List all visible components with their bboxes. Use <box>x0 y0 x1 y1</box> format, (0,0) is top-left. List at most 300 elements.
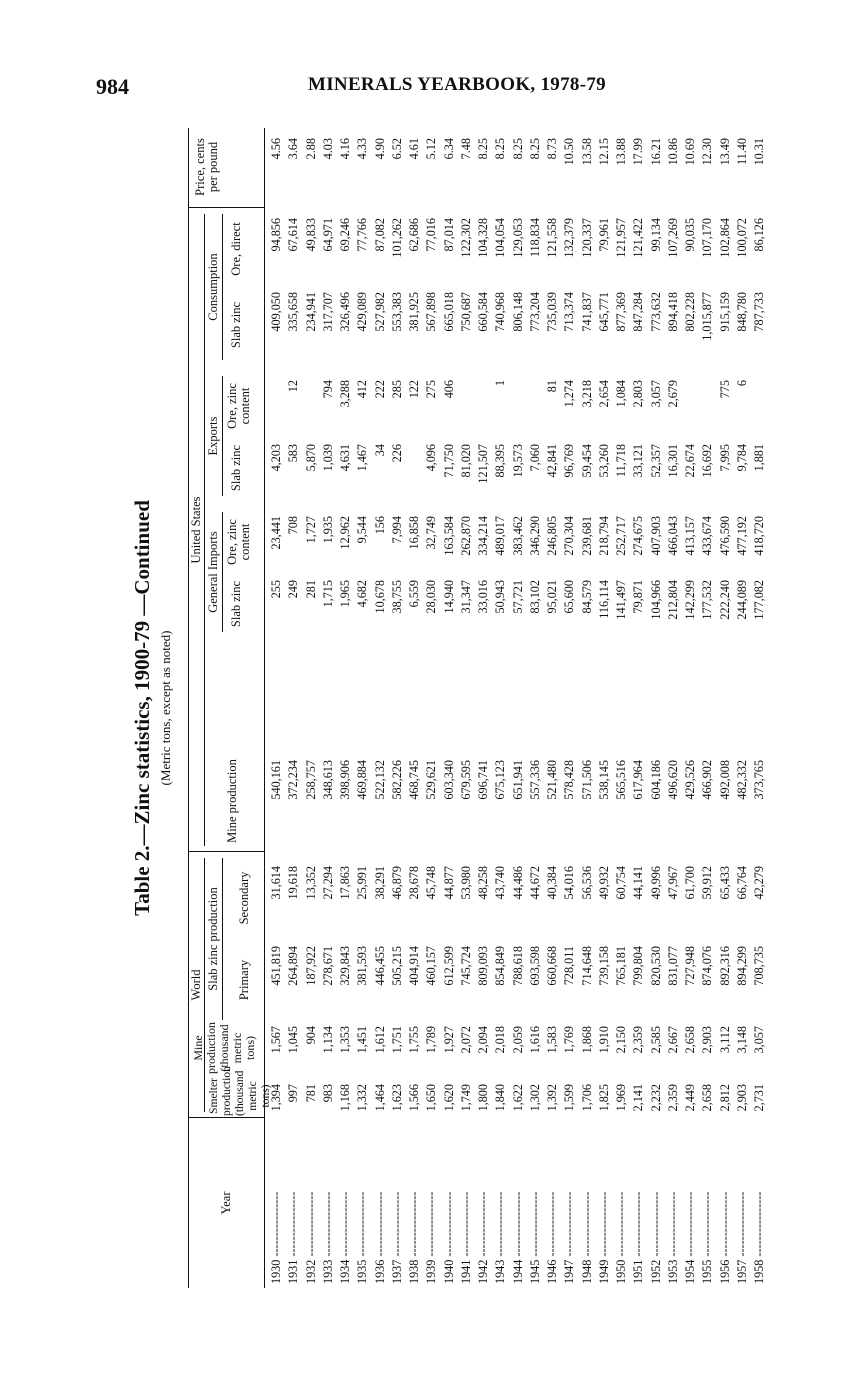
cell-mine_us: 578,428 <box>562 760 577 800</box>
cell-imp_sl: 4,682 <box>355 580 370 608</box>
cell-primary: 745,724 <box>458 946 473 986</box>
cell-price: 4.61 <box>407 138 421 160</box>
cell-mine_us: 696,741 <box>476 760 490 800</box>
cell-price: 8.25 <box>510 138 525 160</box>
cell-imp_ore: 1,935 <box>320 516 335 544</box>
cell-imp_sl: 1,715 <box>320 580 335 608</box>
cell-imp_sl: 222,240 <box>717 580 732 620</box>
cell-imp_ore: 489,017 <box>493 516 508 556</box>
cell-imp_ore: 708 <box>286 516 301 535</box>
cell-year: 1934 ---------------- <box>338 1191 352 1284</box>
cell-price: 13.49 <box>717 138 732 166</box>
cell-year: 1949 ---------------- <box>596 1191 611 1284</box>
group-general-imports: General Imports <box>206 531 220 613</box>
cell-price: 4.90 <box>372 138 387 160</box>
cell-exp_ore: 412 <box>355 380 370 399</box>
cell-con_ore: 104,054 <box>493 218 508 258</box>
cell-con_sl: 741,837 <box>579 292 594 332</box>
top-rule <box>188 128 189 1288</box>
cell-con_ore: 77,766 <box>355 218 370 252</box>
col-consumption-ore-direct: Ore, direct <box>229 222 243 276</box>
cell-smelter: 997 <box>286 1084 301 1103</box>
cell-smelter: 1,749 <box>458 1084 473 1112</box>
cell-year: 1950 ---------------- <box>614 1191 628 1284</box>
cell-imp_ore: 9,544 <box>355 516 370 544</box>
cell-imp_ore: 418,720 <box>752 516 766 556</box>
cell-con_sl: 326,496 <box>338 292 352 332</box>
cell-smelter: 2,731 <box>752 1084 766 1112</box>
cell-con_sl: 773,632 <box>648 292 663 332</box>
cell-mine_w: 2,903 <box>700 1026 715 1054</box>
cell-mine_us: 496,620 <box>665 760 680 800</box>
table-row <box>320 128 337 1288</box>
cell-mine_us: 522,132 <box>372 760 387 800</box>
cell-con_ore: 49,833 <box>303 218 318 252</box>
table-row <box>596 128 613 1288</box>
cell-mine_w: 1,769 <box>562 1026 577 1054</box>
cell-mine_w: 2,018 <box>493 1026 508 1054</box>
cell-con_ore: 101,262 <box>389 218 404 258</box>
cell-exp_ore: 275 <box>424 380 439 399</box>
divider <box>188 851 264 852</box>
table-row <box>630 128 647 1288</box>
cell-imp_sl: 83,102 <box>527 580 542 614</box>
cell-primary: 874,076 <box>700 946 715 986</box>
cell-imp_ore: 163,584 <box>441 516 456 556</box>
cell-con_sl: 381,925 <box>407 292 421 332</box>
table-row <box>423 128 440 1288</box>
cell-smelter: 2,359 <box>665 1084 680 1112</box>
cell-second: 53,980 <box>458 866 473 900</box>
cell-second: 49,996 <box>648 866 663 900</box>
cell-exp_ore: 794 <box>320 380 335 399</box>
cell-imp_ore: 270,304 <box>562 516 577 556</box>
cell-mine_us: 466,902 <box>700 760 715 800</box>
cell-imp_sl: 177,532 <box>700 580 715 620</box>
group-consumption: Consumption <box>206 253 220 321</box>
cell-con_sl: 877,369 <box>614 292 628 332</box>
cell-mine_us: 429,526 <box>683 760 697 800</box>
cell-primary: 278,671 <box>320 946 335 986</box>
cell-mine_w: 1,045 <box>286 1026 301 1054</box>
cell-price: 11.40 <box>734 138 749 165</box>
cell-primary: 894,299 <box>734 946 749 986</box>
cell-exp_ore: 2,803 <box>631 380 646 408</box>
cell-exp_sl: 11,718 <box>614 444 628 478</box>
cell-mine_us: 675,123 <box>493 760 508 800</box>
cell-second: 38,291 <box>372 866 387 900</box>
divider <box>188 207 264 208</box>
cell-exp_ore: 3,057 <box>648 380 663 408</box>
cell-mine_w: 1,616 <box>527 1026 542 1054</box>
cell-primary: 451,819 <box>269 946 283 986</box>
cell-smelter: 2,903 <box>734 1084 749 1112</box>
cell-year: 1931 ---------------- <box>286 1191 301 1284</box>
cell-exp_ore: 2,654 <box>596 380 611 408</box>
cell-second: 56,536 <box>579 866 594 900</box>
cell-imp_sl: 104,966 <box>648 580 663 620</box>
cell-year: 1952 ---------------- <box>648 1191 663 1284</box>
cell-con_ore: 87,014 <box>441 218 456 252</box>
cell-price: 10.50 <box>562 138 577 166</box>
cell-smelter: 1,302 <box>527 1084 542 1112</box>
cell-exp_sl: 81,020 <box>458 444 473 478</box>
cell-con_sl: 735,039 <box>545 292 559 332</box>
cell-smelter: 2,658 <box>700 1084 715 1112</box>
cell-mine_w: 1,910 <box>596 1026 611 1054</box>
cell-primary: 612,599 <box>441 946 456 986</box>
cell-year: 1937 ---------------- <box>389 1191 404 1284</box>
cell-exp_sl: 7,060 <box>527 444 542 472</box>
cell-con_ore: 129,053 <box>510 218 525 258</box>
cell-year: 1941 ---------------- <box>458 1191 473 1284</box>
cell-smelter: 1,840 <box>493 1084 508 1112</box>
col-smelter-production: Smelter production (thousand metric tons) <box>208 1066 272 1116</box>
cell-imp_sl: 50,943 <box>493 580 508 614</box>
cell-exp_ore: 1 <box>493 380 508 387</box>
cell-second: 28,678 <box>407 866 421 900</box>
col-primary: Primary <box>237 959 251 1001</box>
cell-price: 12.30 <box>700 138 715 166</box>
cell-imp_ore: 262,870 <box>458 516 473 556</box>
cell-year: 1954 ---------------- <box>683 1191 697 1284</box>
cell-imp_ore: 1,727 <box>303 516 318 544</box>
table-row <box>648 128 665 1288</box>
cell-mine_w: 1,612 <box>372 1026 387 1054</box>
cell-exp_ore: 6 <box>734 380 749 387</box>
cell-exp_sl: 33,121 <box>631 444 646 478</box>
cell-mine_us: 582,226 <box>389 760 404 800</box>
cell-year: 1948 ---------------- <box>579 1191 594 1284</box>
table-row <box>510 128 527 1288</box>
cell-second: 44,672 <box>527 866 542 900</box>
cell-imp_sl: 33,016 <box>476 580 490 614</box>
table-row <box>475 128 492 1288</box>
cell-price: 4.56 <box>269 138 283 160</box>
cell-mine_w: 1,751 <box>389 1026 404 1054</box>
cell-smelter: 1,168 <box>338 1084 352 1112</box>
cell-smelter: 1,620 <box>441 1084 456 1112</box>
cell-con_sl: 1,015,877 <box>700 292 715 341</box>
cell-imp_sl: 142,299 <box>683 580 697 620</box>
cell-imp_sl: 141,497 <box>614 580 628 620</box>
cell-smelter: 1,706 <box>579 1084 594 1112</box>
cell-exp_sl: 96,769 <box>562 444 577 478</box>
cell-primary: 799,804 <box>631 946 646 986</box>
cell-primary: 187,922 <box>303 946 318 986</box>
cell-exp_sl: 71,750 <box>441 444 456 478</box>
cell-exp_ore: 12 <box>286 380 301 393</box>
cell-smelter: 2,812 <box>717 1084 732 1112</box>
cell-imp_ore: 383,462 <box>510 516 525 556</box>
cell-imp_sl: 79,871 <box>631 580 646 614</box>
cell-price: 6.34 <box>441 138 456 160</box>
cell-exp_sl: 4,631 <box>338 444 352 472</box>
cell-mine_us: 565,516 <box>614 760 628 800</box>
table-row <box>544 128 561 1288</box>
cell-mine_us: 603,340 <box>441 760 456 800</box>
cell-primary: 714,648 <box>579 946 594 986</box>
cell-mine_w: 2,059 <box>510 1026 525 1054</box>
cell-mine_w: 1,353 <box>338 1026 352 1054</box>
cell-con_sl: 660,584 <box>476 292 490 332</box>
cell-con_ore: 67,614 <box>286 218 301 252</box>
cell-year: 1935 ---------------- <box>355 1191 370 1284</box>
cell-mine_us: 540,161 <box>269 760 283 800</box>
cell-exp_ore: 2,679 <box>665 380 680 408</box>
group-world: World <box>189 969 203 1001</box>
cell-imp_sl: 244,089 <box>734 580 749 620</box>
cell-exp_ore: 406 <box>441 380 456 399</box>
cell-con_ore: 79,961 <box>596 218 611 252</box>
cell-con_sl: 713,374 <box>562 292 577 332</box>
cell-exp_sl: 4,096 <box>424 444 439 472</box>
cell-primary: 329,843 <box>338 946 352 986</box>
cell-primary: 460,157 <box>424 946 439 986</box>
cell-con_ore: 86,126 <box>752 218 766 252</box>
cell-imp_sl: 65,600 <box>562 580 577 614</box>
cell-imp_ore: 346,290 <box>527 516 542 556</box>
cell-price: 6.52 <box>389 138 404 160</box>
cell-imp_sl: 177,082 <box>752 580 766 620</box>
cell-exp_sl: 22,674 <box>683 444 697 478</box>
cell-con_sl: 806,148 <box>510 292 525 332</box>
cell-imp_sl: 28,030 <box>424 580 439 614</box>
cell-imp_ore: 252,717 <box>614 516 628 556</box>
cell-second: 54,016 <box>562 866 577 900</box>
table-row <box>406 128 423 1288</box>
cell-mine_us: 468,745 <box>407 760 421 800</box>
cell-second: 27,294 <box>320 866 335 900</box>
cell-smelter: 2,232 <box>648 1084 663 1112</box>
cell-price: 4.33 <box>355 138 370 160</box>
consumption-group-rule <box>222 214 223 360</box>
cell-imp_sl: 212,804 <box>665 580 680 620</box>
cell-imp_sl: 1,965 <box>338 580 352 608</box>
cell-second: 42,279 <box>752 866 766 900</box>
col-consumption-slab-zinc: Slab zinc <box>229 301 243 349</box>
cell-price: 4.16 <box>338 138 352 160</box>
cell-smelter: 1,392 <box>545 1084 559 1112</box>
cell-second: 13,352 <box>303 866 318 900</box>
cell-imp_ore: 246,805 <box>545 516 559 556</box>
cell-primary: 854,849 <box>493 946 508 986</box>
cell-con_ore: 99,134 <box>648 218 663 252</box>
cell-imp_ore: 156 <box>372 516 387 535</box>
cell-price: 5.12 <box>424 138 439 160</box>
cell-primary: 809,093 <box>476 946 490 986</box>
cell-con_ore: 132,379 <box>562 218 577 258</box>
cell-exp_sl: 121,507 <box>476 444 490 484</box>
cell-con_sl: 750,687 <box>458 292 473 332</box>
cell-price: 7.48 <box>458 138 473 160</box>
table-row <box>441 128 458 1288</box>
cell-mine_w: 3,057 <box>752 1026 766 1054</box>
cell-con_sl: 848,780 <box>734 292 749 332</box>
cell-price: 10.69 <box>683 138 697 166</box>
page-number: 984 <box>96 74 129 99</box>
cell-year: 1946 ---------------- <box>545 1191 559 1284</box>
cell-smelter: 1,969 <box>614 1084 628 1112</box>
cell-primary: 446,455 <box>372 946 387 986</box>
cell-imp_sl: 255 <box>269 580 283 599</box>
cell-primary: 892,316 <box>717 946 732 986</box>
cell-imp_ore: 477,192 <box>734 516 749 556</box>
cell-mine_w: 2,658 <box>683 1026 697 1054</box>
imports-group-rule <box>222 512 223 632</box>
col-imports-slab-zinc: Slab zinc <box>229 580 243 628</box>
table-row <box>285 128 302 1288</box>
cell-exp_sl: 4,203 <box>269 444 283 472</box>
cell-con_ore: 87,082 <box>372 218 387 252</box>
cell-mine_w: 1,134 <box>320 1026 335 1054</box>
cell-year: 1932 ---------------- <box>303 1191 318 1284</box>
cell-con_ore: 100,072 <box>734 218 749 258</box>
cell-imp_sl: 249 <box>286 580 301 599</box>
cell-smelter: 781 <box>303 1084 318 1103</box>
cell-second: 45,748 <box>424 866 439 900</box>
cell-con_ore: 62,686 <box>407 218 421 252</box>
cell-primary: 727,948 <box>683 946 697 986</box>
cell-smelter: 1,800 <box>476 1084 490 1112</box>
cell-mine_w: 2,094 <box>476 1026 490 1054</box>
table-row <box>579 128 596 1288</box>
cell-second: 25,991 <box>355 866 370 900</box>
cell-year: 1951 ---------------- <box>631 1191 646 1284</box>
cell-second: 65,433 <box>717 866 732 900</box>
cell-mine_w: 1,755 <box>407 1026 421 1054</box>
cell-con_ore: 69,246 <box>338 218 352 252</box>
cell-second: 44,486 <box>510 866 525 900</box>
col-mine-production-world: Mine production (thousand metric tons) <box>191 1022 257 1074</box>
cell-price: 17.99 <box>631 138 646 166</box>
cell-mine_w: 1,567 <box>269 1026 283 1054</box>
cell-con_ore: 64,971 <box>320 218 335 252</box>
table-row <box>665 128 682 1288</box>
cell-con_sl: 773,204 <box>527 292 542 332</box>
cell-year: 1944 ---------------- <box>510 1191 525 1284</box>
cell-second: 47,967 <box>665 866 680 900</box>
cell-smelter: 983 <box>320 1084 335 1103</box>
cell-mine_w: 2,072 <box>458 1026 473 1054</box>
cell-primary: 381,593 <box>355 946 370 986</box>
cell-second: 44,877 <box>441 866 456 900</box>
cell-mine_w: 3,148 <box>734 1026 749 1054</box>
cell-year: 1956 ---------------- <box>717 1191 732 1284</box>
cell-con_ore: 120,337 <box>579 218 594 258</box>
cell-price: 13.88 <box>614 138 628 166</box>
cell-imp_sl: 31,347 <box>458 580 473 614</box>
cell-mine_w: 1,583 <box>545 1026 559 1054</box>
cell-exp_sl: 7,995 <box>717 444 732 472</box>
cell-imp_ore: 433,674 <box>700 516 715 556</box>
cell-mine_us: 258,757 <box>303 760 318 800</box>
cell-primary: 820,530 <box>648 946 663 986</box>
cell-second: 43,740 <box>493 866 508 900</box>
cell-exp_ore: 1,274 <box>562 380 577 408</box>
group-united-states: United States <box>189 496 203 564</box>
cell-imp_ore: 218,794 <box>596 516 611 556</box>
cell-mine_us: 557,336 <box>527 760 542 800</box>
cell-imp_sl: 116,114 <box>596 580 611 619</box>
cell-imp_ore: 239,681 <box>579 516 594 556</box>
table-row <box>337 128 354 1288</box>
cell-price: 16.21 <box>648 138 663 166</box>
cell-price: 8.73 <box>545 138 559 160</box>
cell-exp_ore: 775 <box>717 380 732 399</box>
table-row <box>751 128 768 1288</box>
cell-mine_us: 617,964 <box>631 760 646 800</box>
cell-smelter: 1,394 <box>269 1084 283 1112</box>
cell-mine_us: 372,234 <box>286 760 301 800</box>
cell-exp_sl: 9,784 <box>734 444 749 472</box>
col-exports-slab-zinc: Slab zinc <box>229 444 243 492</box>
cell-year: 1936 ---------------- <box>372 1191 387 1284</box>
cell-mine_w: 904 <box>303 1026 318 1045</box>
group-exports: Exports <box>206 416 220 456</box>
cell-year: 1933 ---------------- <box>320 1191 335 1284</box>
cell-exp_sl: 1,039 <box>320 444 335 472</box>
cell-exp_sl: 52,357 <box>648 444 663 478</box>
cell-mine_us: 538,145 <box>596 760 611 800</box>
cell-imp_sl: 57,721 <box>510 580 525 614</box>
cell-con_ore: 107,170 <box>700 218 715 258</box>
table-row <box>372 128 389 1288</box>
cell-con_sl: 847,284 <box>631 292 646 332</box>
cell-con_ore: 94,856 <box>269 218 283 252</box>
slab-group-rule <box>222 858 223 1020</box>
cell-smelter: 1,566 <box>407 1084 421 1112</box>
cell-con_sl: 665,018 <box>441 292 456 332</box>
cell-mine_us: 529,621 <box>424 760 439 800</box>
cell-primary: 739,158 <box>596 946 611 986</box>
cell-mine_us: 348,613 <box>320 760 335 800</box>
cell-mine_w: 2,667 <box>665 1026 680 1054</box>
cell-imp_ore: 32,749 <box>424 516 439 550</box>
cell-year: 1943 ---------------- <box>493 1191 508 1284</box>
cell-con_ore: 107,269 <box>665 218 680 258</box>
cell-imp_sl: 84,579 <box>579 580 594 614</box>
cell-exp_sl: 16,692 <box>700 444 715 478</box>
table-row <box>458 128 475 1288</box>
table-title: Table 2.—Zinc statistics, 1900-79 —Continued <box>130 500 154 916</box>
cell-price: 8.25 <box>476 138 490 160</box>
cell-con_ore: 121,957 <box>614 218 628 258</box>
cell-price: 10.86 <box>665 138 680 166</box>
cell-con_ore: 121,558 <box>545 218 559 258</box>
cell-exp_ore: 285 <box>389 380 404 399</box>
cell-exp_ore: 3,218 <box>579 380 594 408</box>
cell-imp_ore: 476,590 <box>717 516 732 556</box>
cell-mine_w: 1,927 <box>441 1026 456 1054</box>
cell-price: 10.31 <box>752 138 766 166</box>
cell-second: 17,863 <box>338 866 352 900</box>
cell-mine_w: 2,359 <box>631 1026 646 1054</box>
cell-mine_us: 398,906 <box>338 760 352 800</box>
cell-second: 49,932 <box>596 866 611 900</box>
cell-exp_sl: 5,870 <box>303 444 318 472</box>
cell-exp_sl: 53,260 <box>596 444 611 478</box>
cell-exp_sl: 19,573 <box>510 444 525 478</box>
table-row <box>354 128 371 1288</box>
cell-year: 1938 ---------------- <box>407 1191 421 1284</box>
cell-con_sl: 335,658 <box>286 292 301 332</box>
cell-price: 2.88 <box>303 138 318 160</box>
cell-exp_ore: 1,084 <box>614 380 628 408</box>
table-row <box>613 128 630 1288</box>
col-mine-production-us: Mine production <box>225 759 239 843</box>
col-imports-ore: Ore, zinc content <box>225 519 252 565</box>
